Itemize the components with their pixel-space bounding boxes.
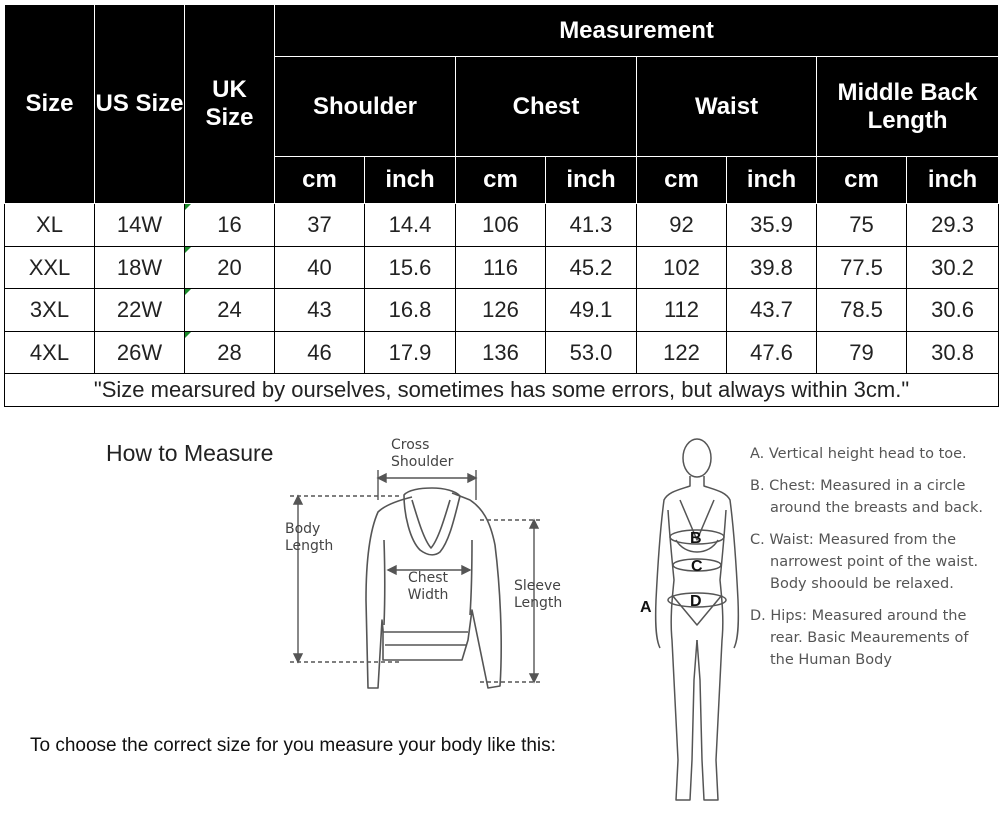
cell-value: 53.0 <box>546 332 637 374</box>
cell-value: 47.6 <box>727 332 817 374</box>
cell-value: 102 <box>637 247 727 289</box>
cell-value: 17.9 <box>365 332 456 374</box>
measurement-notes <box>750 443 995 681</box>
header-chest: Chest <box>456 57 637 157</box>
note-d: D. Hips: Measured around the rear. Basic Meaurements of the Human Body <box>750 608 969 668</box>
header-cm: cm <box>637 157 727 204</box>
cell-value: 14.4 <box>365 204 456 247</box>
cell-value: 116 <box>456 247 546 289</box>
note-a: A. Vertical height head to toe. <box>750 446 967 462</box>
cell-value: 49.1 <box>546 289 637 332</box>
cell-value: 112 <box>637 289 727 332</box>
header-middle-back-length: Middle Back Length <box>817 57 999 157</box>
cell-value: 46 <box>275 332 365 374</box>
marker-c: C <box>691 558 703 575</box>
measure-instruction: To choose the correct size for you measure your body like this: <box>30 735 556 756</box>
header-inch: inch <box>727 157 817 204</box>
header-shoulder: Shoulder <box>275 57 456 157</box>
human-body-figure <box>656 439 739 800</box>
cell-size: XXL <box>5 247 95 289</box>
cell-value: 40 <box>275 247 365 289</box>
header-cm: cm <box>456 157 546 204</box>
cell-value: 79 <box>817 332 907 374</box>
note-b: B. Chest: Measured in a circle around the breasts and back. <box>750 478 984 516</box>
header-inch: inch <box>546 157 637 204</box>
cell-uk-size: 28 <box>185 332 275 374</box>
note-c: C. Waist: Measured from the narrowest point of the waist. Body shoould be relaxed. <box>750 532 979 592</box>
cell-value: 35.9 <box>727 204 817 247</box>
cell-value: 16.8 <box>365 289 456 332</box>
header-inch: inch <box>907 157 999 204</box>
how-to-measure-title: How to Measure <box>106 440 274 466</box>
label-sleeve-length: Sleeve Length <box>514 578 563 611</box>
cell-size: 3XL <box>5 289 95 332</box>
cell-value: 30.6 <box>907 289 999 332</box>
label-cross-shoulder: Cross Shoulder <box>391 437 454 470</box>
cell-uk-size: 16 <box>185 204 275 247</box>
cell-us-size: 18W <box>95 247 185 289</box>
cell-value: 126 <box>456 289 546 332</box>
cell-value: 43.7 <box>727 289 817 332</box>
header-waist: Waist <box>637 57 817 157</box>
header-measurement: Measurement <box>275 5 999 57</box>
header-uk-size: UK Size <box>185 5 275 204</box>
cell-value: 37 <box>275 204 365 247</box>
cell-value: 30.2 <box>907 247 999 289</box>
cell-us-size: 14W <box>95 204 185 247</box>
cell-size: XL <box>5 204 95 247</box>
header-cm: cm <box>817 157 907 204</box>
cell-value: 15.6 <box>365 247 456 289</box>
cell-uk-size: 24 <box>185 289 275 332</box>
header-cm: cm <box>275 157 365 204</box>
cell-value: 30.8 <box>907 332 999 374</box>
cell-value: 78.5 <box>817 289 907 332</box>
cell-value: 39.8 <box>727 247 817 289</box>
cell-uk-size: 20 <box>185 247 275 289</box>
cell-value: 29.3 <box>907 204 999 247</box>
header-inch: inch <box>365 157 456 204</box>
label-chest-width: Chest Width <box>407 570 449 603</box>
header-size: Size <box>5 5 95 204</box>
cell-value: 77.5 <box>817 247 907 289</box>
cell-value: 136 <box>456 332 546 374</box>
cell-us-size: 26W <box>95 332 185 374</box>
cell-value: 43 <box>275 289 365 332</box>
cell-value: 106 <box>456 204 546 247</box>
cell-value: 41.3 <box>546 204 637 247</box>
cell-value: 45.2 <box>546 247 637 289</box>
label-body-length: Body Length <box>285 521 334 554</box>
cell-value: 92 <box>637 204 727 247</box>
measurement-note: "Size mearsured by ourselves, sometimes has some errors, but always within 3cm." <box>5 374 999 407</box>
marker-b: B <box>690 530 702 547</box>
cell-value: 122 <box>637 332 727 374</box>
cell-size: 4XL <box>5 332 95 374</box>
cell-value: 75 <box>817 204 907 247</box>
cell-us-size: 22W <box>95 289 185 332</box>
marker-a: A <box>640 599 652 616</box>
header-us-size: US Size <box>95 5 185 204</box>
marker-d: D <box>690 593 702 610</box>
